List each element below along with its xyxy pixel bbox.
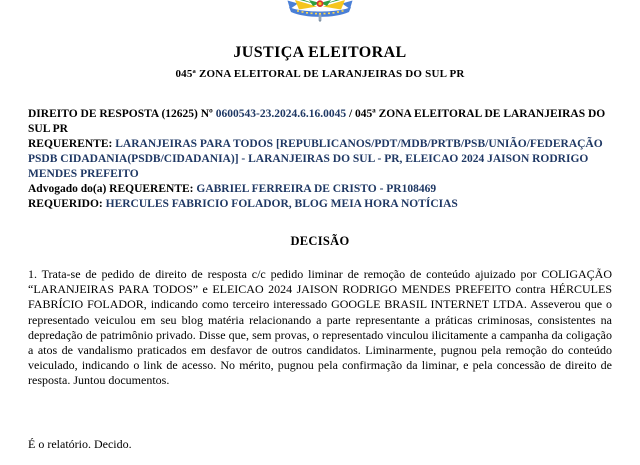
case-type-label: DIREITO DE RESPOSTA (12625) Nº bbox=[28, 108, 216, 120]
advogado-label: Advogado do(a) REQUERENTE: bbox=[28, 183, 197, 195]
case-header-line bbox=[28, 107, 612, 137]
advogado-line bbox=[28, 182, 612, 197]
document-header-emblem bbox=[0, 0, 640, 22]
requerido-line bbox=[28, 197, 612, 212]
case-zone-label: / 045ª ZONA ELEITORAL DE LARANJEIRAS DO SUL PR bbox=[28, 108, 606, 135]
decision-heading: DECISÃO bbox=[290, 234, 350, 248]
requerente-line bbox=[28, 137, 612, 182]
case-info-block bbox=[28, 107, 612, 212]
requerido-label: REQUERIDO: bbox=[28, 198, 106, 210]
advogado-value: GABRIEL FERREIRA DE CRISTO - PR108469 bbox=[196, 183, 437, 195]
decision-paragraph: 1. Trata-se de pedido de direito de resposta c/c pedido liminar de remoção de conteúdo ajuizado por COLIGAÇÃO “LARANJEIRAS PARA TODOS” e ELEICAO 2024 JAISON RODRIGO MENDES PREFEITO contra HÉRCULES FABRÍCIO FOLADOR, indicando como terceiro interessado GOOGLE BRASIL INTERNET LTDA. Asseverou que o representado veiculou em seu blog matéria relacionando a parte representante a práticas criminosas, consistentes na depredação de patrimônio privado. Disse que, sem provas, o representado vinculou ilicitamente a campanha da coligação a atos de vandalismo praticados em desfavor de outros candidatos. Liminarmente, pugnou pela remoção do conteúdo veiculado, indicando o link de acesso. No mérito, pugnou pela confirmação da liminar, e pela concessão de direito de resposta. Juntou documentos. bbox=[28, 267, 612, 388]
case-number: 0600543-23.2024.6.16.0045 bbox=[215, 108, 347, 120]
decision-closing-line: É o relatório. Decido. bbox=[28, 437, 132, 451]
requerido-value: HERCULES FABRICIO FOLADOR, BLOG MEIA HORA NOTÍCIAS bbox=[105, 198, 458, 210]
coat-of-arms-icon bbox=[287, 0, 353, 22]
page-subtitle: 045ª ZONA ELEITORAL DE LARANJEIRAS DO SUL PR bbox=[175, 68, 465, 80]
requerente-label: REQUERENTE: bbox=[28, 138, 116, 150]
requerente-value: LARANJEIRAS PARA TODOS [REPUBLICANOS/PDT/MDB/PRTB/PSB/UNIÃO/FEDERAÇÃO PSDB CIDADANIA(PSDB/CIDADANIA)] - LARANJEIRAS DO SUL - PR, ELEICAO 2024 JAISON RODRIGO MENDES PREFEITO bbox=[28, 138, 603, 180]
page-title: JUSTIÇA ELEITORAL bbox=[233, 44, 407, 61]
